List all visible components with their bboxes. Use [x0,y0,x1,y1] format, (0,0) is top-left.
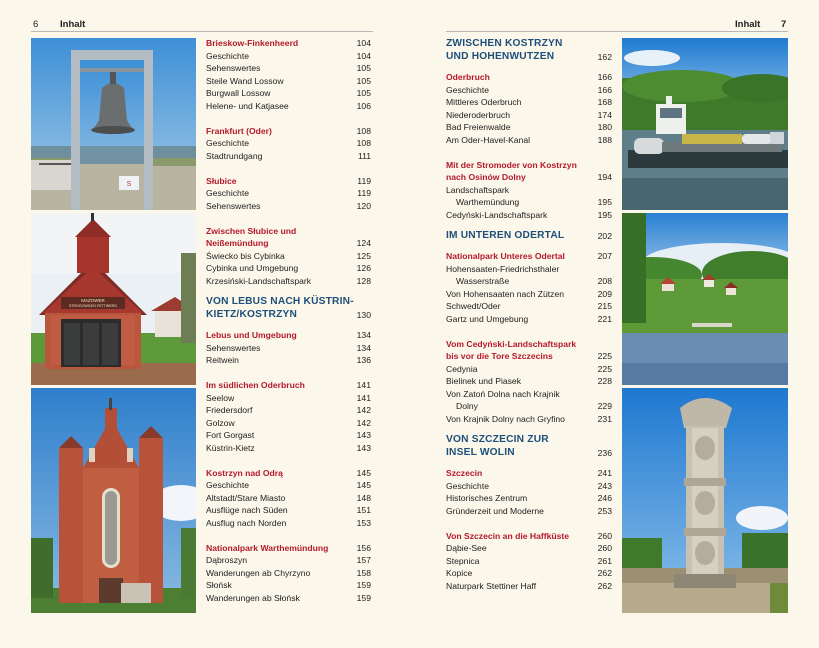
toc-section-row[interactable] [206,237,371,250]
toc-entry-page: 207 [597,251,612,261]
toc-item-row[interactable] [206,442,371,455]
toc-item-row[interactable] [206,404,371,417]
toc-item-row[interactable] [206,342,371,355]
toc-entry-page: 166 [597,84,612,95]
toc-entry-label: IM UNTEREN ODERTAL [446,230,565,241]
toc-entry-label: Geschichte [206,188,249,198]
toc-entry-page: 260 [597,530,612,541]
toc-entry-label: Landschaftspark [446,184,510,195]
toc-entry-page: 243 [597,480,612,491]
toc-entry-label: Von Szczecin an die Haffküste [446,530,570,541]
toc-item-row[interactable] [206,75,371,88]
toc-right [446,37,612,592]
toc-entry-page: 143 [356,442,371,453]
toc-entry-label: Wasserstraße [456,276,510,286]
toc-entry-label: KIETZ/KOSTRZYN [206,309,298,320]
toc-entry-page: 111 [357,150,371,161]
toc-item-row[interactable] [446,388,612,401]
toc-item-row[interactable] [446,109,612,122]
toc-entry-page: 130 [356,309,371,320]
toc-entry-page: 202 [597,230,612,241]
chapel-sign-line1: MAZOWER [81,298,105,303]
toc-entry-page: 108 [356,125,371,136]
toc-entry-label: UND HOHENWUTZEN [446,51,555,62]
toc-left [206,37,371,604]
toc-item-row[interactable] [206,417,371,430]
toc-item-row[interactable] [206,262,371,275]
toc-entry-page: 148 [356,492,371,503]
toc-entry-label: Słońsk [206,580,232,590]
toc-entry-page: 141 [356,380,371,390]
toc-item-row[interactable] [446,300,612,313]
toc-entry-page: 208 [597,276,612,286]
toc-entry-page: 142 [356,405,371,415]
toc-section-row[interactable] [206,379,371,392]
toc-entry-page: 215 [597,301,612,311]
toc-section-row[interactable] [206,467,371,480]
left-header-rule [31,31,373,32]
toc-entry-label: ZWISCHEN KOSTRZYN [446,38,563,49]
toc-item-row[interactable] [206,250,371,263]
toc-item-row[interactable] [446,505,612,518]
toc-entry-label: Gartz und Umgebung [446,313,529,324]
right-page-title: Inhalt [735,19,761,30]
toc-section-row[interactable] [446,71,612,84]
toc-entry-page: 194 [597,172,612,182]
toc-entry-page: 136 [356,355,371,365]
toc-entry-label: Hohensaaten-Friedrichsthaler [446,263,560,274]
toc-entry-label: Golzow [206,417,235,428]
toc-item-row[interactable] [446,263,612,276]
toc-entry-label: Cybinka und Umgebung [206,263,299,273]
toc-entry-page: 134 [356,330,371,340]
toc-entry-label: Mittleres Oderbruch [446,97,522,107]
toc-section-row[interactable] [206,542,371,555]
toc-entry-page: 236 [597,447,612,458]
photo-chapel [31,213,196,385]
toc-entry-page: 188 [597,134,612,145]
toc-entry-page: 142 [356,417,371,428]
toc-entry-page: 159 [356,580,371,590]
toc-chapter-row[interactable] [206,295,371,308]
toc-entry-page: 195 [597,209,612,220]
toc-item-row[interactable] [446,580,612,593]
toc-entry-label: Küstrin-Kietz [206,442,255,453]
toc-item-row[interactable] [446,196,612,209]
toc-entry-page [590,159,612,172]
toc-section-row[interactable] [206,37,371,50]
toc-item-row[interactable] [206,137,371,150]
toc-entry-label: Świecko bis Cybinka [206,250,285,261]
toc-entry-page: 228 [597,376,612,386]
toc-entry-label: INSEL WOLIN [446,447,515,458]
toc-section-row[interactable] [446,171,612,184]
toc-entry-page: 156 [356,542,371,553]
toc-entry-page: 141 [356,392,371,403]
toc-entry-label: Reitwein [206,355,239,365]
toc-spacer [206,367,371,380]
toc-entry-page [590,338,612,351]
toc-item-row[interactable] [206,567,371,580]
toc-section-row[interactable] [446,250,612,263]
toc-entry-label: Dąbroszyn [206,555,248,565]
toc-section-row[interactable] [206,125,371,138]
toc-entry-label: Friedersdorf [206,405,253,415]
toc-entry-label: Sehenswertes [206,342,261,353]
toc-entry-page: 108 [356,138,371,148]
toc-entry-label: Naturpark Stettiner Haff [446,580,537,591]
toc-item-row[interactable] [446,313,612,326]
toc-entry-label: Schwedt/Oder [446,301,501,311]
toc-entry-label: nach Osinów Dolny [446,172,526,182]
toc-entry-label: Niederoderbruch [446,109,511,120]
toc-entry-label: Wanderungen ab Chyrzyno [206,567,311,578]
toc-entry-label: Kostrzyn nad Odrą [206,467,283,478]
toc-entry-label: Dąbie-See [446,543,487,553]
photo-bell-monument [31,38,196,210]
toc-spacer [446,221,612,229]
toc-entry-label: Frankfurt (Oder) [206,125,272,136]
toc-item-row[interactable] [446,375,612,388]
toc-entry-label: bis vor die Tore Szczecins [446,351,553,361]
toc-entry-page: 180 [597,122,612,132]
toc-entry-page: 253 [597,505,612,516]
toc-section-row[interactable] [446,338,612,351]
toc-entry-label: Ausflüge nach Süden [206,505,288,515]
toc-item-row[interactable] [446,184,612,197]
toc-entry-label: Ausflug nach Norden [206,517,287,528]
toc-entry-page: 105 [356,75,371,86]
toc-spacer [206,212,371,225]
toc-item-row[interactable] [446,413,612,426]
toc-item-row[interactable] [206,429,371,442]
toc-entry-label: Fort Gorgast [206,430,255,440]
toc-entry-page: 168 [597,97,612,107]
toc-entry-page: 124 [356,238,371,248]
toc-section-row[interactable] [446,467,612,480]
toc-entry-label: Krzesiński-Landschaftspark [206,275,312,286]
toc-item-row[interactable] [206,554,371,567]
toc-entry-label: Lebus und Umgebung [206,330,297,340]
toc-entry-label: Von Hohensaaten nach Zützen [446,288,565,299]
toc-spacer [206,112,371,125]
toc-entry-label: Sehenswertes [206,63,261,73]
toc-spacer [446,517,612,530]
toc-entry-label: Helene- und Katjasee [206,100,289,111]
toc-item-row[interactable] [446,121,612,134]
chapel-sign-line2: STROGOWSZKI FETTWERG [68,304,118,308]
toc-entry-label: VON LEBUS NACH KÜSTRIN- [206,296,354,307]
toc-entry-page: 241 [597,468,612,478]
right-page-number: 7 [781,19,787,30]
toc-entry-page: 231 [597,413,612,424]
toc-entry-page: 104 [356,50,371,61]
toc-chapter-row[interactable] [446,50,612,63]
toc-spacer [206,287,371,295]
toc-spacer [446,242,612,250]
toc-entry-page: 105 [356,88,371,98]
toc-entry-label: Wanderungen ab Słońsk [206,592,300,603]
toc-entry-label: VON SZCZECIN ZUR [446,434,549,445]
toc-entry-page: 128 [356,275,371,286]
toc-entry-page: 195 [597,197,612,207]
toc-entry-label: Warthemündung [456,197,520,207]
toc-entry-page: 261 [597,555,612,566]
toc-chapter-row[interactable] [446,229,612,242]
toc-entry-label: Am Oder-Havel-Kanal [446,134,531,145]
toc-entry-page: 145 [356,480,371,490]
toc-chapter-row[interactable] [206,308,371,321]
toc-entry-label: Dolny [456,401,478,411]
toc-entry-page: 174 [597,109,612,120]
photo-stone-sculpture [622,388,788,613]
toc-entry-label: Historisches Zentrum [446,493,528,503]
toc-entry-page: 157 [356,555,371,565]
toc-spacer [446,325,612,338]
toc-item-row[interactable] [446,275,612,288]
toc-item-row[interactable] [446,96,612,109]
toc-entry-page: 126 [356,263,371,273]
toc-item-row[interactable] [446,84,612,97]
toc-spacer [206,454,371,467]
toc-entry-label: Neißemündung [206,238,269,248]
toc-item-row[interactable] [206,492,371,505]
toc-spacer [446,63,612,71]
toc-entry-page: 145 [356,467,371,478]
toc-entry-label: Nationalpark Warthemündung [206,542,329,553]
toc-entry-page [349,225,371,238]
toc-entry-label: Von Zatoń Dolna nach Krajnik [446,388,560,399]
toc-entry-page: 104 [356,38,371,48]
toc-entry-page: 225 [597,351,612,361]
toc-item-row[interactable] [206,150,371,163]
toc-entry-page: 106 [356,100,371,111]
toc-item-row[interactable] [206,50,371,63]
toc-section-row[interactable] [206,175,371,188]
toc-entry-page: 158 [356,567,371,578]
toc-item-row[interactable] [446,555,612,568]
toc-item-row[interactable] [206,200,371,213]
right-header-rule [446,31,788,32]
toc-entry-label: Zwischen Słubice und [206,225,297,236]
toc-section-row[interactable] [446,159,612,172]
toc-section-row[interactable] [446,530,612,543]
toc-entry-label: Von Krajnik Dolny nach Gryfino [446,413,565,424]
toc-item-row[interactable] [446,400,612,413]
toc-entry-label: Vom Cedyński-Landschaftspark [446,338,577,349]
toc-entry-label: Steile Wand Lossow [206,75,284,86]
toc-entry-page: 125 [356,250,371,261]
toc-item-row[interactable] [446,363,612,376]
toc-entry-page: 229 [597,401,612,411]
toc-spacer [206,162,371,175]
toc-entry-label: Gründerzeit und Moderne [446,505,544,516]
toc-chapter-row[interactable] [446,433,612,446]
toc-item-row[interactable] [206,87,371,100]
toc-chapter-row[interactable] [446,37,612,50]
photo-river-village [622,213,788,385]
toc-entry-page: 153 [356,517,371,528]
left-page-title: Inhalt [60,19,86,30]
toc-spacer [206,321,371,329]
toc-item-row[interactable] [206,504,371,517]
toc-entry-page: 162 [597,51,612,62]
toc-entry-label: Cedynia [446,363,478,374]
toc-entry-page: 262 [597,580,612,591]
toc-entry-label: Nationalpark Unteres Odertal [446,251,565,261]
toc-entry-page [590,263,612,276]
toc-entry-page: 262 [597,568,612,578]
toc-entry-label: Mit der Stromoder von Kostrzyn [446,159,577,170]
toc-entry-page: 209 [597,288,612,299]
toc-entry-page: 119 [357,175,371,186]
toc-section-row[interactable] [446,350,612,363]
photo-brick-church [31,388,196,613]
toc-entry-label: Bad Freienwalde [446,122,511,132]
toc-item-row[interactable] [446,480,612,493]
toc-entry-page [590,184,612,197]
toc-entry-label: Stadtrundgang [206,150,263,161]
toc-section-row[interactable] [206,225,371,238]
toc-entry-label: Cedyński-Landschaftspark [446,209,548,220]
toc-spacer [206,529,371,542]
toc-item-row[interactable] [206,275,371,288]
toc-entry-label: Geschichte [206,138,249,148]
toc-item-row[interactable] [446,492,612,505]
toc-entry-label: Seelow [206,392,235,403]
toc-entry-label: Sehenswertes [206,200,261,211]
toc-entry-label: Kopice [446,568,473,578]
toc-item-row[interactable] [206,392,371,405]
toc-entry-label: Geschichte [206,50,249,61]
toc-item-row[interactable] [206,517,371,530]
toc-spacer [446,146,612,159]
toc-entry-page: 159 [356,592,371,603]
toc-entry-page: 260 [597,543,612,553]
toc-entry-label: Brieskow-Finkenheerd [206,38,299,48]
toc-entry-page: 151 [356,505,371,515]
toc-entry-label: Szczecin [446,468,483,478]
toc-chapter-row[interactable] [446,446,612,459]
toc-entry-label: Burgwall Lossow [206,88,271,98]
toc-entry-label: Geschichte [446,84,489,95]
toc-entry-page [590,388,612,401]
toc-entry-label: Słubice [206,175,237,186]
toc-entry-page: 105 [356,63,371,73]
toc-entry-label: Altstadt/Stare Miasto [206,492,286,503]
toc-section-row[interactable] [206,329,371,342]
toc-item-row[interactable] [206,479,371,492]
toc-item-row[interactable] [446,542,612,555]
toc-item-row[interactable] [206,187,371,200]
toc-item-row[interactable] [206,100,371,113]
toc-entry-label: Im südlichen Oderbruch [206,380,305,390]
toc-entry-label: Geschichte [446,480,489,491]
toc-entry-label: Bielinek und Piasek [446,376,522,386]
toc-entry-page: 143 [356,430,371,440]
toc-entry-page: 166 [597,72,612,82]
toc-spacer [446,459,612,467]
toc-entry-page: 246 [597,493,612,503]
toc-entry-page: 221 [597,313,612,324]
toc-entry-label: Geschichte [206,480,249,490]
toc-item-row[interactable] [446,209,612,222]
toc-item-row[interactable] [446,567,612,580]
toc-entry-page: 134 [356,342,371,353]
toc-entry-label: Stepnica [446,555,480,566]
toc-item-row[interactable] [206,592,371,605]
toc-item-row[interactable] [206,579,371,592]
photo-ferry [622,38,788,210]
toc-entry-page: 119 [357,188,371,198]
toc-spacer [446,425,612,433]
toc-item-row[interactable] [446,288,612,301]
toc-item-row[interactable] [446,134,612,147]
toc-entry-page: 120 [356,200,371,211]
toc-entry-label: Oderbruch [446,72,490,82]
left-page-number: 6 [33,19,39,30]
bell-sign-text: S [126,181,132,188]
toc-item-row[interactable] [206,354,371,367]
toc-item-row[interactable] [206,62,371,75]
toc-entry-page: 225 [597,363,612,374]
